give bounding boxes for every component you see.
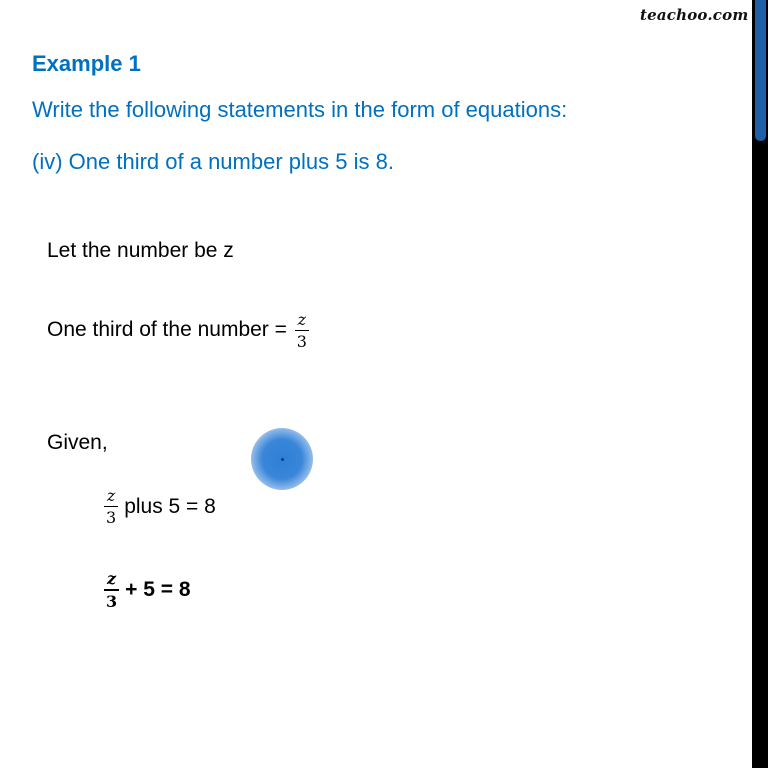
equation-words-rest: plus 5 = 8 [124,494,216,518]
fraction-numerator: z [107,569,117,588]
fraction-bar [104,506,118,507]
given-label: Given, [47,431,108,454]
fraction-numerator: z [297,310,307,329]
one-third-label: One third of the number = [47,318,287,342]
scrollbar-thumb[interactable] [755,0,766,141]
fraction-bar [295,330,309,331]
fraction-denominator: 3 [106,592,118,611]
fraction-denominator: 3 [296,332,307,351]
fraction-z-over-3 [295,311,309,350]
equation-words-fraction [104,487,118,526]
fraction-numerator: z [106,486,116,505]
cursor-center-dot [281,458,284,461]
let-statement: Let the number be z [47,239,234,262]
example-title: Example 1 [32,51,141,76]
one-third-statement [47,311,311,350]
equation-final [102,570,191,610]
question-part: (iv) One third of a number plus 5 is 8. [32,149,394,174]
cursor-highlight-icon [251,428,313,490]
fraction-bar [104,589,119,591]
equation-final-rest: + 5 = 8 [125,578,191,601]
fraction-denominator: 3 [106,508,117,527]
equation-words [102,487,216,526]
equation-final-fraction [104,570,119,610]
question-text: Write the following statements in the form of equations: [32,97,568,122]
brand-logo: teachoo.com [640,6,749,24]
